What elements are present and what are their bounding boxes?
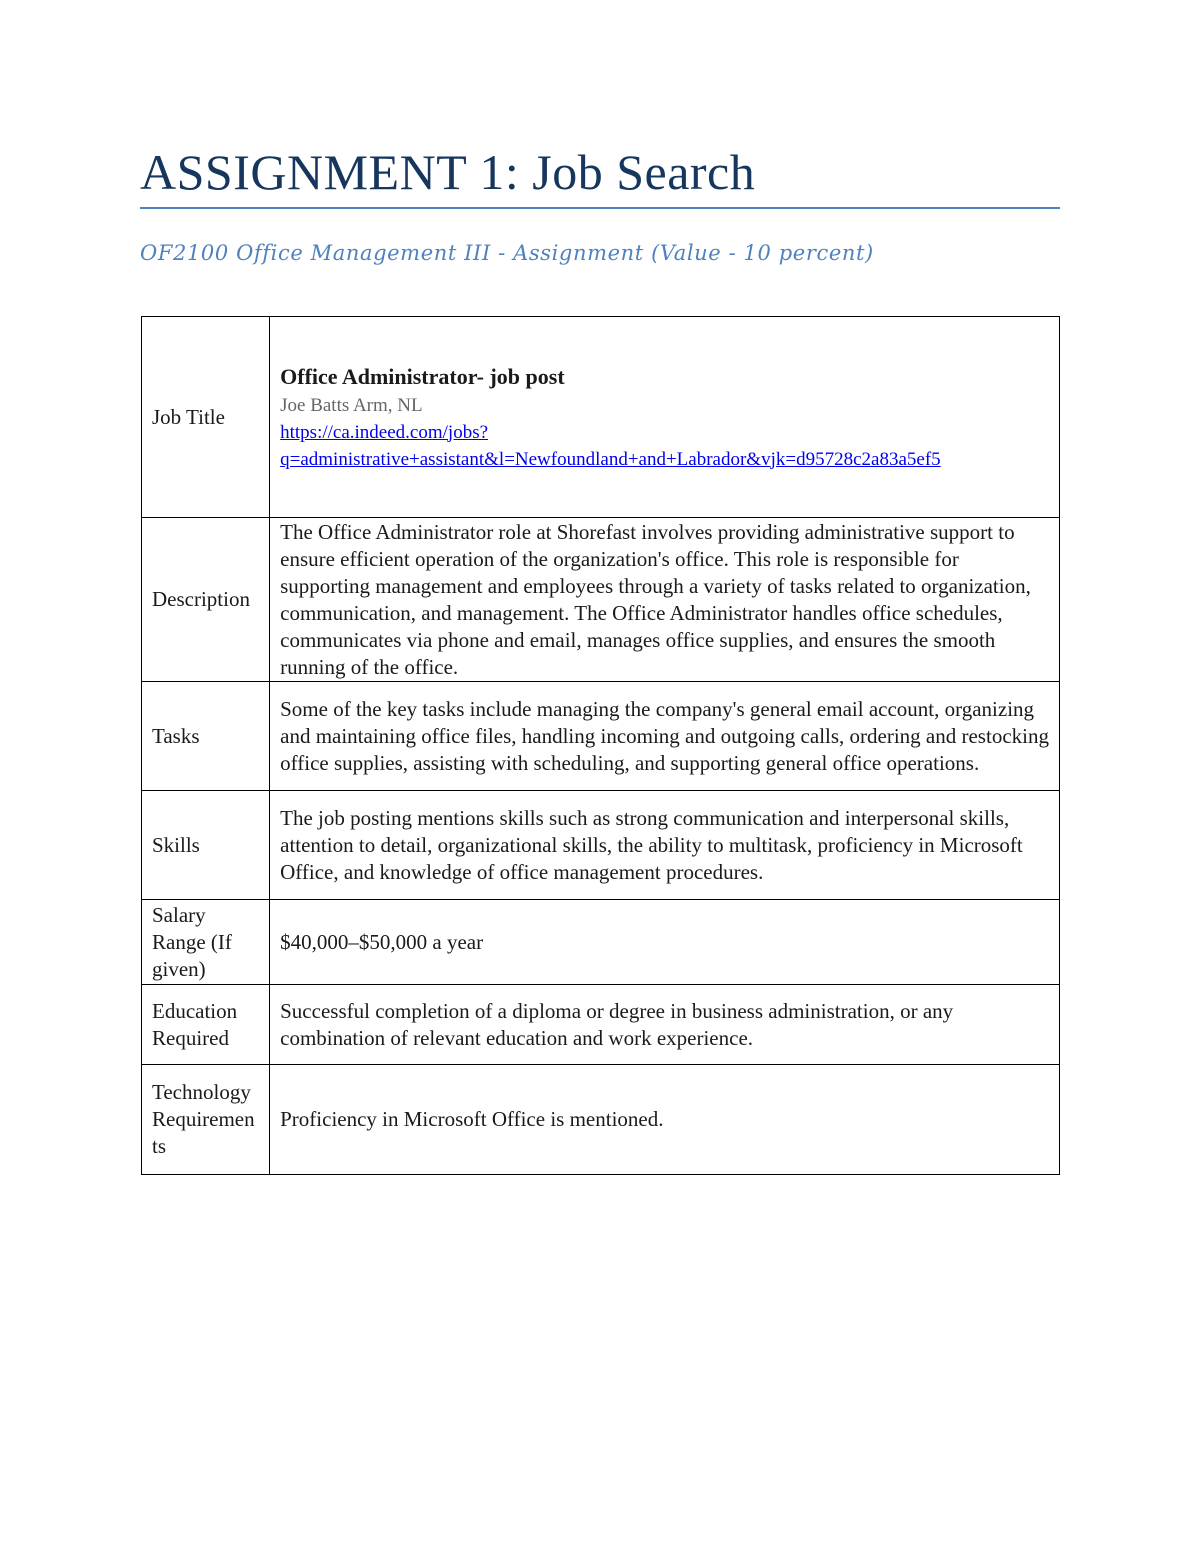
page-title: ASSIGNMENT 1: Job Search xyxy=(140,144,756,200)
content-salary: $40,000–$50,000 a year xyxy=(270,900,1060,985)
table-row-job-title xyxy=(142,317,1060,518)
label-tasks: Tasks xyxy=(142,682,270,791)
job-post-heading: Office Administrator- job post xyxy=(280,363,565,389)
content-technology: Proficiency in Microsoft Office is mentioned. xyxy=(270,1065,1060,1175)
table-row-salary xyxy=(142,900,1060,985)
table-row-description xyxy=(142,518,1060,682)
job-post-link-line-2[interactable]: q=administrative+assistant&l=Newfoundland+and+Labrador&vjk=d95728c2a83a5ef5 xyxy=(280,448,941,470)
table-row-technology xyxy=(142,1065,1060,1175)
job-location: Joe Batts Arm, NL xyxy=(280,394,423,416)
title-underline xyxy=(140,207,1060,209)
label-description: Description xyxy=(142,518,270,682)
label-job-title: Job Title xyxy=(142,317,270,518)
table-row-skills xyxy=(142,791,1060,900)
content-description: The Office Administrator role at Shorefast involves providing administrative support to ensure efficient operation of the organization's office. This role is responsible for supporting management and employees through a variety of tasks related to organization, communication, and management. The Office Administrator handles office schedules, communicates via phone and email, manages office supplies, and ensures the smooth running of the office. xyxy=(270,518,1060,682)
content-education: Successful completion of a diploma or degree in business administration, or any combination of relevant education and work experience. xyxy=(270,985,1060,1065)
label-education: Education Required xyxy=(142,985,270,1065)
table-row-education xyxy=(142,985,1060,1065)
table-row-tasks xyxy=(142,682,1060,791)
label-salary: Salary Range (If given) xyxy=(142,900,270,985)
job-search-table xyxy=(141,316,1060,1175)
content-skills: The job posting mentions skills such as strong communication and interpersonal skills, attention to detail, organizational skills, the ability to multitask, proficiency in Microsoft Office, and knowledge of office management procedures. xyxy=(270,791,1060,900)
label-skills: Skills xyxy=(142,791,270,900)
job-post-link-line-1[interactable]: https://ca.indeed.com/jobs? xyxy=(280,421,489,443)
content-job-title xyxy=(270,317,1060,518)
content-tasks: Some of the key tasks include managing the company's general email account, organizing and maintaining office files, handling incoming and outgoing calls, ordering and restocking office supplies, assisting with scheduling, and supporting general office operations. xyxy=(270,682,1060,791)
page-subtitle: OF2100 Office Management III - Assignment (Value - 10 percent) xyxy=(140,241,874,265)
label-technology: Technology Requirements xyxy=(142,1065,270,1175)
